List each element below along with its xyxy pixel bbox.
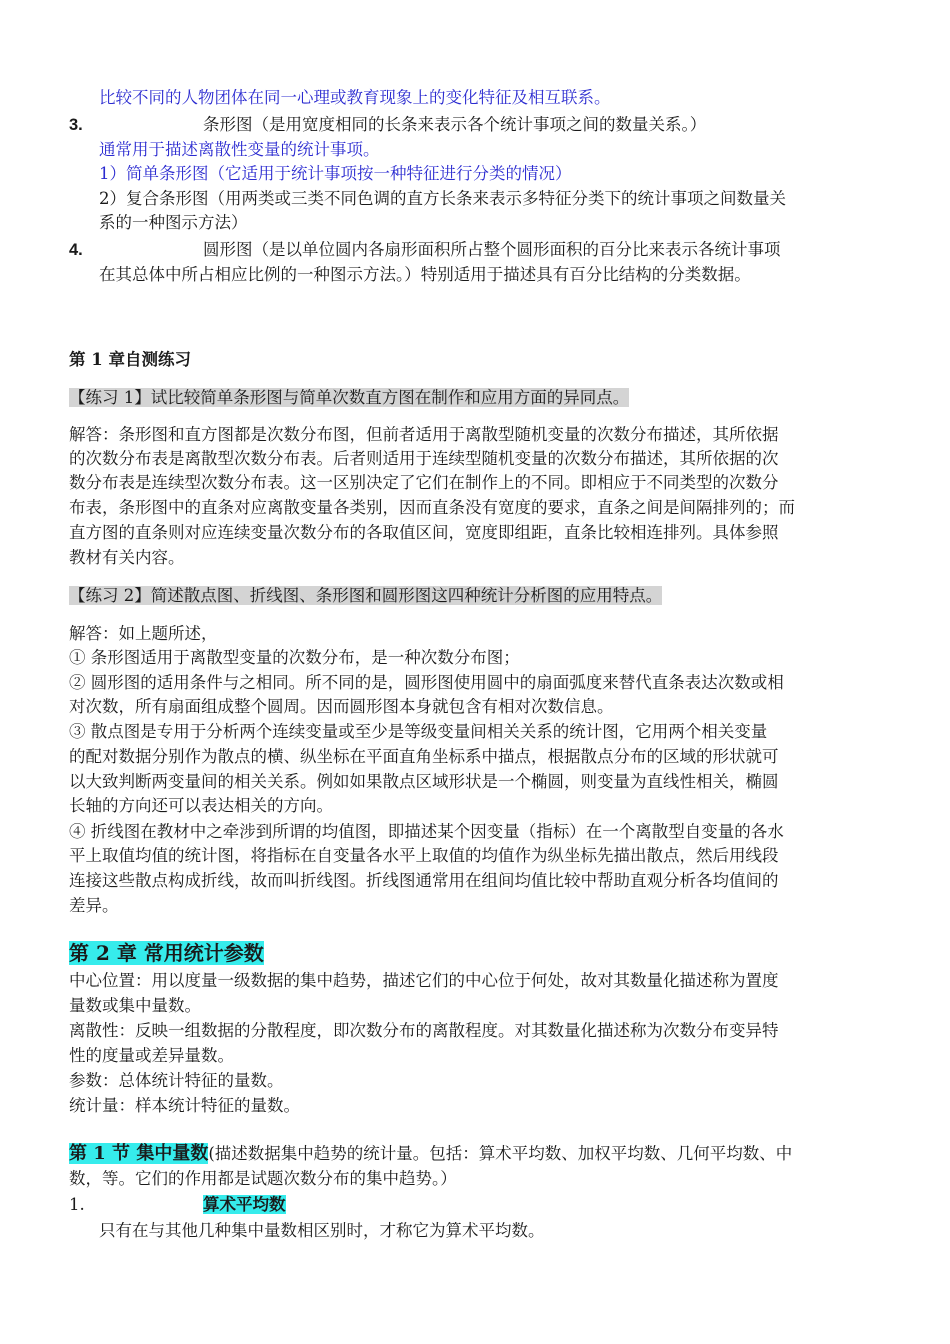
- item-3-sub2-b: 系的一种图示方法）: [99, 213, 248, 232]
- chapter-2-line: 量数或集中量数。: [69, 996, 201, 1015]
- exercise-1-answer-line: 数分布表是连续型次数分布表。这一区别决定了它们在制作上的不同。即相应于不同类型的次数分: [69, 473, 779, 492]
- exercise-1-label-text: 【练习 1】试比较简单条形图与简单次数直方图在制作和应用方面的异同点。: [69, 388, 630, 407]
- exercise-2-answer-line: 差异。: [69, 896, 119, 915]
- item-3-number: 3.: [69, 116, 83, 134]
- exercise-1-label: [69, 386, 629, 410]
- chapter-2-line: 性的度量或差异量数。: [69, 1046, 234, 1065]
- chapter-2-line: 参数：总体统计特征的量数。: [69, 1071, 284, 1090]
- item-3-line2: 通常用于描述离散性变量的统计事项。: [99, 140, 380, 159]
- exercise-2-answer-line: ④ 折线图在教材中之牵涉到所谓的均值图，即描述某个因变量（指标）在一个离散型自变量的各水: [69, 822, 784, 841]
- exercise-1-answer-line: 解答：条形图和直方图都是次数分布图，但前者适用于离散型随机变量的次数分布描述，其所依据: [69, 425, 779, 444]
- chapter-2-line: 统计量：样本统计特征的量数。: [69, 1096, 300, 1115]
- exercise-2-answer-line: 解答：如上题所述，: [69, 624, 218, 643]
- chapter-1-exercises-heading: 第 1 章自测练习: [69, 350, 191, 369]
- subsection-1-text: 只有在与其他几种集中量数相区别时，才称它为算术平均数。: [99, 1221, 545, 1240]
- exercise-2-answer-line: 的配对数据分别作为散点的横、纵坐标在平面直角坐标系中描点，根据散点分布的区域的形状就可: [69, 747, 779, 766]
- exercise-1-answer-line: 布表，条形图中的直条对应离散变量各类别，因而直条没有宽度的要求，直条之间是间隔排列的；而: [69, 498, 795, 517]
- exercise-2-answer-line: ③ 散点图是专用于分析两个连续变量或至少是等级变量间相关关系的统计图，它用两个相关变量: [69, 722, 768, 741]
- chapter-2-heading-text: 第 2 章 常用统计参数: [69, 941, 264, 965]
- exercise-2-answer-line: 对次数，所有扇面组成整个圆周。因而圆形图本身就包含有相对次数信息。: [69, 697, 614, 716]
- item-4-line2: 在其总体中所占相应比例的一种图示方法。）特别适用于描述具有百分比结构的分类数据。: [99, 265, 751, 284]
- item-3-text: 条形图（是用宽度相同的长条来表示各个统计事项之间的数量关系。）: [203, 115, 707, 134]
- exercise-2-label: [69, 584, 662, 608]
- chapter-2-line: 离散性：反映一组数据的分散程度，即次数分布的离散程度。对其数量化描述称为次数分布变异特: [69, 1021, 779, 1040]
- section-1-heading-line: [69, 1142, 792, 1166]
- item-3-sub1: 1）简单条形图（它适用于统计事项按一种特征进行分类的情况）: [99, 164, 572, 183]
- intro-line: 比较不同的人物团体在同一心理或教育现象上的变化特征及相互联系。: [99, 88, 611, 107]
- chapter-2-heading: [69, 940, 264, 966]
- chapter-2-line: 中心位置：用以度量一级数据的集中趋势，描述它们的中心位于何处，故对其数量化描述称为置度: [69, 971, 779, 990]
- item-3-sub2-a: 2）复合条形图（用两类或三类不同色调的直方长条来表示多特征分类下的统计事项之间数量关: [99, 189, 786, 208]
- item-4-number: 4.: [69, 241, 83, 259]
- exercise-2-answer-line: 平上取值均值的统计图，将指标在自变量各水平上取值的均值作为纵坐标先描出散点，然后用线段: [69, 846, 779, 865]
- subsection-1-title-wrap: [203, 1193, 286, 1217]
- exercise-1-answer-line: 的次数分布表是离散型次数分布表。后者则适用于连续型随机变量的次数分布描述，其所依据的次: [69, 449, 779, 468]
- exercise-1-answer-line: 教材有关内容。: [69, 548, 185, 567]
- section-1-description-line2: 数，等。它们的作用都是试题次数分布的集中趋势。）: [69, 1169, 457, 1188]
- exercise-2-answer-line: ② 圆形图的适用条件与之相同。所不同的是，圆形图使用圆中的扇面弧度来替代直条表达次数或相: [69, 673, 784, 692]
- exercise-2-answer-line: 以大致判断两变量间的相关关系。例如如果散点区域形状是一个椭圆，则变量为直线性相关，椭圆: [69, 772, 779, 791]
- exercise-2-answer-line: 长轴的方向还可以表达相关的方向。: [69, 796, 333, 815]
- item-4-text: 圆形图（是以单位圆内各扇形面积所占整个圆形面积的百分比来表示各统计事项: [203, 240, 781, 259]
- exercise-2-answer-line: ① 条形图适用于离散型变量的次数分布，是一种次数分布图；: [69, 648, 520, 667]
- exercise-2-label-text: 【练习 2】简述散点图、折线图、条形图和圆形图这四种统计分析图的应用特点。: [69, 586, 663, 605]
- section-1-description: (描述数据集中趋势的统计量。包括：算术平均数、加权平均数、几何平均数、中: [208, 1144, 793, 1163]
- subsection-1-number: 1.: [69, 1195, 85, 1214]
- section-1-heading: 第 1 节 集中量数: [69, 1143, 209, 1164]
- subsection-1-title: 算术平均数: [203, 1195, 286, 1214]
- exercise-1-answer-line: 直方图的直条则对应连续变量次数分布的各取值区间，宽度即组距，直条比较相连排列。具体参照: [69, 523, 779, 542]
- exercise-2-answer-line: 连接这些散点构成折线，故而叫折线图。折线图通常用在组间均值比较中帮助直观分析各均值间的: [69, 871, 779, 890]
